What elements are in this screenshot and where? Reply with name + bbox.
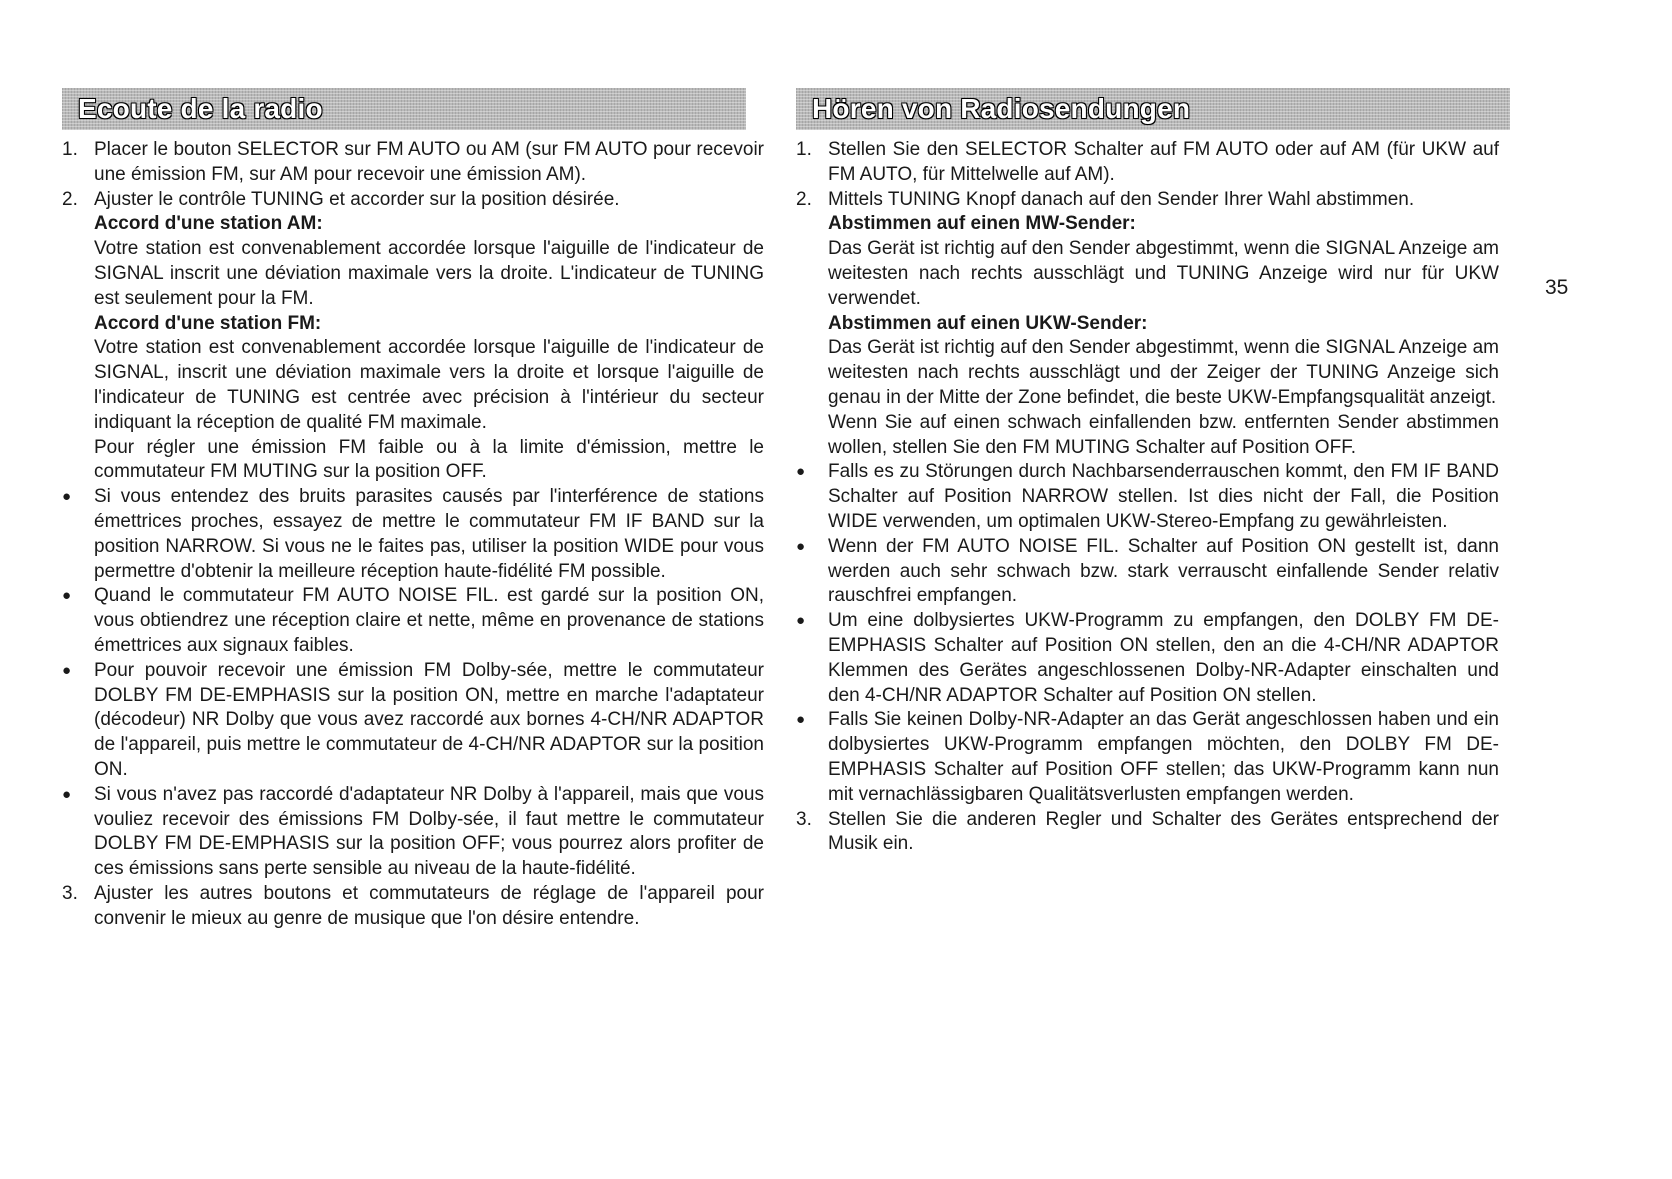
paragraph: Si vous n'avez pas raccordé d'adaptateur NR Dolby à l'appareil, mais que vous vouliez recevoir des émissions FM Dolby-sée, il faut mettre le commutateur DOLBY FM DE-EMPHASIS sur la position OFF; vous pourrez alors profiter de ces émissions sans perte sensible au niveau de la haute-fidélité. [94,783,764,880]
subheading: Accord d'une station FM: [94,312,322,334]
subheading: Abstimmen auf einen UKW-Sender: [828,312,1148,334]
page-number: 35 [1545,276,1569,299]
step-number: 1. [62,139,78,160]
list-item [62,138,764,188]
bullet-marker: ● [796,463,806,481]
german-list [796,138,1499,857]
paragraph: Falls Sie keinen Dolby-NR-Adapter an das Gerät angeschlossen haben und ein dolbysiertes UKW-Programm empfangen möchten, den DOLBY FM DE-EMPHASIS Schalter auf Position OFF stellen; das UKW-Programm kann nun mit vernachlässigbaren Qualitätsverlusten empfangen werden. [828,709,1499,805]
list-item [796,460,1499,534]
paragraph: Um eine dolbysiertes UKW-Programm zu empfangen, den DOLBY FM DE-EMPHASIS Schalter auf Position ON stellen, den an die 4-CH/NR ADAPTOR Klemmen des Gerätes angeschlossenen Dolby-NR-Adapter einschalten und den 4-CH/NR ADAPTOR Schalter auf Position ON stellen. [828,610,1499,706]
item-body [94,659,764,783]
paragraph: Stellen Sie die anderen Regler und Schalter des Gerätes entsprechend der Musik ein. [828,808,1499,855]
bullet-marker: ● [62,488,72,506]
bullet-marker: ● [796,711,806,729]
bullet-marker: ● [796,537,806,555]
list-item [796,708,1499,807]
step-number: 3. [62,882,78,904]
list-item [796,808,1499,858]
german-column [796,88,1499,857]
paragraph: Wenn der FM AUTO NOISE FIL. Schalter auf Position ON gestellt ist, dann werden auch sehr schwach bzw. stark verrauscht einfallende Sender relativ rauschfrei empfangen. [828,535,1499,607]
item-body [94,138,764,188]
list-item [796,535,1499,609]
paragraph: Stellen Sie den SELECTOR Schalter auf FM AUTO oder auf AM (für UKW auf FM AUTO, für Mittelwelle auf AM). [828,139,1499,185]
paragraph: Ajuster le contrôle TUNING et accorder sur la position désirée. [94,188,620,210]
subheading: Abstimmen auf einen MW-Sender: [828,213,1136,235]
paragraph: Votre station est convenablement accordée lorsque l'aiguille de l'indicateur de SIGNAL inscrit une déviation maximale vers la droite. L'indicateur de TUNING est seulement pour la FM. [94,238,764,309]
list-item [796,188,1499,461]
item-body [94,783,764,882]
french-list [62,138,764,932]
list-item [796,609,1499,708]
list-item [62,882,764,932]
paragraph: Votre station est convenablement accordée lorsque l'aiguille de l'indicateur de SIGNAL, inscrit une déviation maximale vers la droite et lorsque l'aiguille de l'indicateur de TUNING est centrée avec précision à l'intérieur du secteur indiquant la réception de qualité FM maximale. [94,337,764,433]
bullet-marker: ● [62,785,72,803]
item-body [828,138,1499,188]
paragraph: Das Gerät ist richtig auf den Sender abgestimmt, wenn die SIGNAL Anzeige am weitesten nach rechts ausschlägt und TUNING Anzeige wird nur für UKW verwendet. [828,238,1499,309]
step-number: 1. [796,139,812,160]
item-body [828,808,1499,858]
item-body [94,584,764,658]
list-item [796,138,1499,188]
item-body [828,460,1499,534]
bullet-marker: ● [796,612,806,630]
list-item [62,659,764,783]
item-body [94,882,764,932]
paragraph: Das Gerät ist richtig auf den Sender abgestimmt, wenn die SIGNAL Anzeige am weitesten nach rechts ausschlägt und der Zeiger der TUNING Anzeige sich genau in der Mitte der Zone befindet, die beste UKW-Empfangsqualität anzeigt. [828,337,1499,408]
paragraph: Ajuster les autres boutons et commutateurs de réglage de l'appareil pour convenir le mieux au genre de musique que l'on désire entendre. [94,882,764,929]
item-body [94,188,764,486]
bullet-marker: ● [62,661,72,679]
list-item [62,783,764,882]
step-number: 2. [62,188,78,210]
item-body [94,485,764,584]
paragraph: Placer le bouton SELECTOR sur FM AUTO ou AM (sur FM AUTO pour recevoir une émission FM, sur AM pour recevoir une émission AM). [94,139,764,185]
french-heading: Ecoute de la radio [78,93,323,124]
french-column [62,88,764,932]
german-heading-bar [796,88,1510,130]
paragraph: Pour pouvoir recevoir une émission FM Dolby-sée, mettre le commutateur DOLBY FM DE-EMPHASIS sur la position ON, mettre en marche l'adaptateur (décodeur) NR Dolby que vous avez raccordé aux bornes 4-CH/NR ADAPTOR de l'appareil, puis mettre le commutateur de 4-CH/NR ADAPTOR sur la position ON. [94,659,764,780]
paragraph: Falls es zu Störungen durch Nachbarsenderrauschen kommt, den FM IF BAND Schalter auf Position NARROW stellen. Ist dies nicht der Fall, die Position WIDE verwenden, um optimalen UKW-Stereo-Empfang zu gewährleisten. [828,461,1499,532]
paragraph: Pour régler une émission FM faible ou à la limite d'émission, mettre le commutateur FM MUTING sur la position OFF. [94,436,764,483]
step-number: 3. [796,808,812,830]
paragraph: Quand le commutateur FM AUTO NOISE FIL. est gardé sur la position ON, vous obtiendrez une réception claire et nette, même en provenance de stations émettrices aux signaux faibles. [94,585,764,656]
list-item [62,584,764,658]
bullet-marker: ● [62,587,72,605]
item-body [828,708,1499,807]
german-heading: Hören von Radiosendungen [812,93,1191,124]
subheading: Accord d'une station AM: [94,213,323,235]
paragraph: Si vous entendez des bruits parasites causés par l'interférence de stations émettrices proches, essayez de mettre le commutateur FM IF BAND sur la position NARROW. Si vous ne le faites pas, utiliser la position WIDE pour vous permettre d'obtenir la meilleure réception haute-fidélité FM possible. [94,486,764,582]
paragraph: Wenn Sie auf einen schwach einfallenden bzw. entfernten Sender abstimmen wollen, stellen Sie den FM MUTING Schalter auf Position OFF. [828,411,1499,458]
french-heading-bar [62,88,746,130]
list-item [62,485,764,584]
step-number: 2. [796,188,812,210]
item-body [828,535,1499,609]
item-body [828,609,1499,708]
item-body [828,188,1499,461]
paragraph: Mittels TUNING Knopf danach auf den Sender Ihrer Wahl abstimmen. [828,188,1415,210]
list-item [62,188,764,486]
